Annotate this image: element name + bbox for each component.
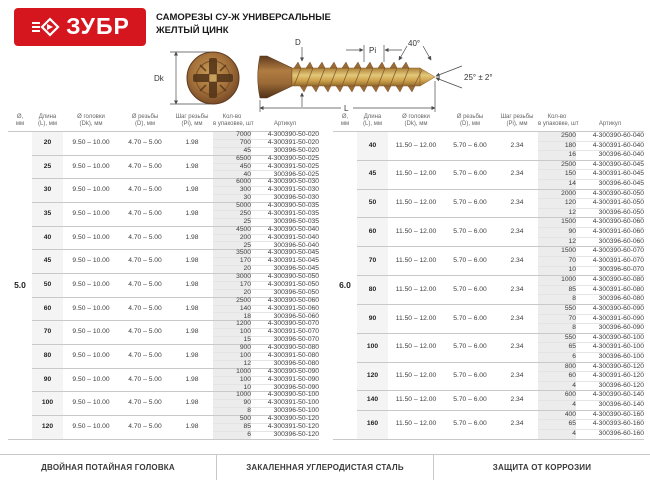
article-cell: 4-300391-50-080	[251, 352, 319, 360]
qty-cell: 70	[538, 314, 576, 324]
product-title-line2: ЖЕЛТЫЙ ЦИНК	[156, 25, 229, 36]
pitch-cell: 1.98	[171, 416, 213, 440]
size-table-6mm	[333, 112, 644, 440]
article-cell: 4-300390-60-040	[576, 132, 644, 142]
qty-cell: 6	[213, 431, 251, 439]
thread-diameter-cell: 5.70 – 6.00	[444, 410, 496, 439]
qty-cell: 1500	[538, 247, 576, 257]
article-cell: 4-300391-50-040	[251, 234, 319, 242]
article-cell: 4-300391-50-020	[251, 139, 319, 147]
logo-text: ЗУБР	[66, 12, 130, 39]
thread-diameter-cell: 4.70 – 5.00	[119, 132, 171, 156]
article-cell: 300396-50-090	[251, 384, 319, 392]
pitch-cell: 2.34	[496, 132, 538, 161]
table-row	[333, 160, 644, 170]
table-row	[333, 304, 644, 314]
qty-cell: 25	[213, 242, 251, 250]
thread-diameter-cell: 5.70 – 6.00	[444, 276, 496, 305]
article-cell: 300396-60-100	[576, 353, 644, 363]
length-cell: 60	[357, 218, 388, 247]
pitch-cell: 2.34	[496, 304, 538, 333]
article-cell: 4-300390-50-070	[251, 321, 319, 329]
qty-cell: 170	[213, 258, 251, 266]
tip-angle-label: 25° ± 2°	[464, 73, 493, 82]
head-diameter-cell: 9.50 – 10.00	[63, 203, 119, 227]
pi-dimension	[346, 45, 402, 62]
article-cell: 4-300390-50-040	[251, 226, 319, 234]
qty-cell: 90	[538, 228, 576, 238]
article-cell: 4-300390-50-060	[251, 297, 319, 305]
qty-cell: 300	[213, 187, 251, 195]
article-cell: 4-300391-60-050	[576, 199, 644, 209]
head-diameter-cell: 11.50 – 12.00	[388, 362, 444, 391]
article-cell: 4-300390-60-050	[576, 189, 644, 199]
l-label: L	[344, 104, 349, 113]
length-cell: 140	[357, 391, 388, 410]
pitch-cell: 1.98	[171, 155, 213, 179]
dk-label: Dk	[154, 74, 164, 83]
head-diameter-cell: 11.50 – 12.00	[388, 247, 444, 276]
length-cell: 45	[357, 160, 388, 189]
article-cell: 4-300391-50-090	[251, 376, 319, 384]
product-title-line1: САМОРЕЗЫ СУ-Ж УНИВЕРСАЛЬНЫЕ	[156, 12, 331, 23]
qty-cell: 8	[538, 324, 576, 334]
qty-cell: 10	[213, 384, 251, 392]
head-diameter-cell: 11.50 – 12.00	[388, 391, 444, 410]
qty-cell: 15	[213, 337, 251, 345]
article-cell: 4-300390-50-020	[251, 132, 319, 140]
table-row	[333, 410, 644, 420]
pitch-cell: 2.34	[496, 410, 538, 439]
length-cell: 50	[32, 274, 63, 298]
article-cell: 4-300391-60-070	[576, 256, 644, 266]
qty-cell: 2500	[538, 160, 576, 170]
length-cell: 30	[32, 179, 63, 203]
qty-cell: 12	[213, 360, 251, 368]
qty-cell: 2000	[538, 189, 576, 199]
article-cell: 300396-50-030	[251, 195, 319, 203]
qty-cell: 100	[213, 329, 251, 337]
column-header: Длина (L), мм	[32, 112, 63, 132]
table-row	[333, 218, 644, 228]
qty-cell: 18	[213, 313, 251, 321]
qty-cell: 12	[538, 237, 576, 247]
column-header: Артикул	[251, 112, 319, 132]
length-cell: 90	[32, 368, 63, 392]
table-row	[333, 333, 644, 343]
length-cell: 100	[32, 392, 63, 416]
qty-cell: 500	[213, 416, 251, 424]
table-row	[8, 368, 319, 376]
head-diameter-cell: 11.50 – 12.00	[388, 132, 444, 161]
qty-cell: 6	[538, 353, 576, 363]
article-cell: 300396-50-070	[251, 337, 319, 345]
length-cell: 45	[32, 250, 63, 274]
head-diameter-cell: 9.50 – 10.00	[63, 132, 119, 156]
article-cell: 4-300390-50-050	[251, 274, 319, 282]
article-cell: 300396-60-050	[576, 208, 644, 218]
qty-cell: 1000	[213, 368, 251, 376]
qty-cell: 7000	[213, 132, 251, 140]
table-row	[8, 155, 319, 163]
head-diameter-cell: 9.50 – 10.00	[63, 368, 119, 392]
article-cell: 4-300390-50-035	[251, 203, 319, 211]
article-cell: 4-300390-50-100	[251, 392, 319, 400]
thread-angle-dimension	[399, 39, 431, 60]
length-cell: 100	[357, 333, 388, 362]
qty-cell: 1000	[213, 392, 251, 400]
qty-cell: 400	[538, 410, 576, 420]
article-cell: 300396-50-080	[251, 360, 319, 368]
length-cell: 80	[357, 276, 388, 305]
article-cell: 4-300390-60-160	[576, 410, 644, 420]
article-cell: 300396-50-045	[251, 266, 319, 274]
length-cell: 40	[32, 226, 63, 250]
article-cell: 4-300391-50-120	[251, 423, 319, 431]
head-diameter-cell: 11.50 – 12.00	[388, 304, 444, 333]
article-cell: 4-300390-60-070	[576, 247, 644, 257]
article-cell: 4-300391-60-080	[576, 285, 644, 295]
qty-cell: 6500	[213, 155, 251, 163]
length-cell: 40	[357, 132, 388, 161]
article-cell: 300396-50-060	[251, 313, 319, 321]
qty-cell: 60	[538, 372, 576, 382]
article-cell: 300396-60-040	[576, 151, 644, 161]
article-cell: 4-300390-50-090	[251, 368, 319, 376]
article-cell: 4-300391-60-120	[576, 372, 644, 382]
pitch-cell: 2.34	[496, 247, 538, 276]
qty-cell: 120	[538, 199, 576, 209]
screw-technical-drawing	[150, 36, 510, 116]
article-cell: 300396-60-140	[576, 401, 644, 411]
qty-cell: 30	[213, 195, 251, 203]
column-header: Шаг резьбы (Pi), мм	[171, 112, 213, 132]
qty-cell: 20	[213, 266, 251, 274]
length-cell: 50	[357, 189, 388, 218]
qty-cell: 20	[213, 289, 251, 297]
pitch-cell: 2.34	[496, 276, 538, 305]
length-cell: 25	[32, 155, 63, 179]
qty-cell: 600	[538, 391, 576, 401]
qty-cell: 40	[213, 171, 251, 179]
qty-cell: 5000	[213, 203, 251, 211]
article-cell: 4-300391-50-060	[251, 305, 319, 313]
table-row	[333, 189, 644, 199]
table-row	[333, 391, 644, 401]
article-cell: 4-300390-50-030	[251, 179, 319, 187]
table-row	[333, 247, 644, 257]
article-cell: 4-300390-60-120	[576, 362, 644, 372]
qty-cell: 450	[213, 163, 251, 171]
article-cell: 4-300391-60-090	[576, 314, 644, 324]
feature-label-corrosion: ЗАЩИТА ОТ КОРРОЗИИ	[433, 455, 650, 480]
screw-side-view	[258, 56, 435, 98]
tip-angle-dimension	[436, 66, 493, 88]
article-cell: 4-300390-60-060	[576, 218, 644, 228]
spec-tables	[8, 112, 644, 440]
pitch-cell: 2.34	[496, 218, 538, 247]
pitch-cell: 2.34	[496, 362, 538, 391]
qty-cell: 16	[538, 151, 576, 161]
head-diameter-cell: 9.50 – 10.00	[63, 226, 119, 250]
qty-cell: 550	[538, 333, 576, 343]
article-cell: 4-300390-60-100	[576, 333, 644, 343]
head-diameter-cell: 9.50 – 10.00	[63, 321, 119, 345]
qty-cell: 14	[538, 180, 576, 190]
qty-cell: 65	[538, 343, 576, 353]
qty-cell: 25	[213, 218, 251, 226]
thread-diameter-cell: 5.70 – 6.00	[444, 333, 496, 362]
thread-diameter-cell: 4.70 – 5.00	[119, 155, 171, 179]
head-diameter-cell: 9.50 – 10.00	[63, 392, 119, 416]
article-cell: 4-300391-50-035	[251, 210, 319, 218]
article-cell: 4-300390-50-080	[251, 345, 319, 353]
qty-cell: 3500	[213, 250, 251, 258]
article-cell: 4-300391-50-070	[251, 329, 319, 337]
article-cell: 4-300391-60-045	[576, 170, 644, 180]
article-cell: 4-300391-50-030	[251, 187, 319, 195]
qty-cell: 2500	[538, 132, 576, 142]
thread-diameter-cell: 5.70 – 6.00	[444, 362, 496, 391]
size-table-5mm	[8, 112, 319, 440]
article-cell: 4-300390-60-090	[576, 304, 644, 314]
qty-cell: 6000	[213, 179, 251, 187]
qty-cell: 4	[538, 381, 576, 391]
column-header: Длина (L), мм	[357, 112, 388, 132]
pi-label: Pi	[369, 46, 377, 55]
table-row	[333, 132, 644, 142]
qty-cell: 65	[538, 420, 576, 430]
article-cell: 300396-60-045	[576, 180, 644, 190]
article-cell: 4-300391-50-025	[251, 163, 319, 171]
article-cell: 300396-60-080	[576, 295, 644, 305]
head-diameter-cell: 11.50 – 12.00	[388, 160, 444, 189]
pitch-cell: 2.34	[496, 160, 538, 189]
article-cell: 4-300390-60-080	[576, 276, 644, 286]
head-diameter-cell: 11.50 – 12.00	[388, 189, 444, 218]
table-row	[8, 226, 319, 234]
qty-cell: 8	[538, 295, 576, 305]
article-cell: 4-300391-60-040	[576, 141, 644, 151]
qty-cell: 800	[538, 362, 576, 372]
table-row	[333, 276, 644, 286]
pitch-cell: 1.98	[171, 297, 213, 321]
qty-cell: 900	[213, 345, 251, 353]
thread-diameter-cell: 5.70 – 6.00	[444, 189, 496, 218]
article-cell: 4-300391-60-100	[576, 343, 644, 353]
length-cell: 20	[32, 132, 63, 156]
head-diameter-cell: 11.50 – 12.00	[388, 333, 444, 362]
qty-cell: 85	[538, 285, 576, 295]
thread-diameter-cell: 4.70 – 5.00	[119, 226, 171, 250]
column-header: Ø головки (Dk), мм	[388, 112, 444, 132]
diameter-cell: 6.0	[333, 132, 357, 440]
article-cell: 4-300390-50-120	[251, 416, 319, 424]
column-header: Кол-во в упаковке, шт	[538, 112, 576, 132]
qty-cell: 4	[538, 401, 576, 411]
article-cell: 4-300390-60-045	[576, 160, 644, 170]
pitch-cell: 1.98	[171, 132, 213, 156]
article-cell: 300396-50-040	[251, 242, 319, 250]
qty-cell: 85	[213, 423, 251, 431]
column-header: Ø резьбы (D), мм	[119, 112, 171, 132]
table-row	[333, 362, 644, 372]
length-cell: 120	[357, 362, 388, 391]
head-diameter-cell: 11.50 – 12.00	[388, 410, 444, 439]
head-diameter-cell: 9.50 – 10.00	[63, 179, 119, 203]
head-diameter-cell: 9.50 – 10.00	[63, 416, 119, 440]
head-diameter-cell: 11.50 – 12.00	[388, 218, 444, 247]
article-cell: 4-300391-50-050	[251, 281, 319, 289]
qty-cell: 70	[538, 256, 576, 266]
article-cell: 4-300391-50-045	[251, 258, 319, 266]
qty-cell: 700	[213, 139, 251, 147]
article-cell: 300396-60-120	[576, 381, 644, 391]
thread-diameter-cell: 5.70 – 6.00	[444, 160, 496, 189]
qty-cell: 2500	[213, 297, 251, 305]
article-cell: 300396-50-050	[251, 289, 319, 297]
article-cell: 4-300390-60-140	[576, 391, 644, 401]
head-diameter-cell: 9.50 – 10.00	[63, 155, 119, 179]
head-diameter-cell: 9.50 – 10.00	[63, 274, 119, 298]
article-cell: 4-300391-60-060	[576, 228, 644, 238]
head-diameter-cell: 9.50 – 10.00	[63, 297, 119, 321]
qty-cell: 3000	[213, 274, 251, 282]
qty-cell: 1500	[538, 218, 576, 228]
article-cell: 300396-50-025	[251, 171, 319, 179]
column-header: Ø резьбы (D), мм	[444, 112, 496, 132]
thread-diameter-cell: 4.70 – 5.00	[119, 297, 171, 321]
article-cell: 4-300393-60-160	[576, 420, 644, 430]
length-cell: 80	[32, 345, 63, 369]
pitch-cell: 2.34	[496, 189, 538, 218]
thread-diameter-cell: 5.70 – 6.00	[444, 247, 496, 276]
pitch-cell: 2.34	[496, 333, 538, 362]
column-header: Кол-во в упаковке, шт	[213, 112, 251, 132]
qty-cell: 8	[213, 408, 251, 416]
features-bar	[0, 454, 650, 480]
screw-head-top-view	[187, 52, 239, 104]
pitch-cell: 1.98	[171, 321, 213, 345]
qty-cell: 200	[213, 234, 251, 242]
feature-label-head: ДВОЙНАЯ ПОТАЙНАЯ ГОЛОВКА	[41, 463, 175, 472]
qty-cell: 10	[538, 266, 576, 276]
thread-diameter-cell: 4.70 – 5.00	[119, 179, 171, 203]
column-header: Ø, мм	[8, 112, 32, 132]
qty-cell: 100	[213, 352, 251, 360]
zubr-logo-icon	[30, 15, 60, 39]
article-cell: 300396-50-035	[251, 218, 319, 226]
qty-cell: 1200	[213, 321, 251, 329]
brand-logo	[14, 8, 146, 46]
qty-cell: 45	[213, 147, 251, 155]
qty-cell: 4	[538, 429, 576, 439]
qty-cell: 250	[213, 210, 251, 218]
thread-diameter-cell: 4.70 – 5.00	[119, 250, 171, 274]
head-diameter-cell: 9.50 – 10.00	[63, 345, 119, 369]
pitch-cell: 1.98	[171, 345, 213, 369]
length-cell: 90	[357, 304, 388, 333]
thread-diameter-cell: 5.70 – 6.00	[444, 391, 496, 410]
qty-cell: 140	[213, 305, 251, 313]
qty-cell: 100	[213, 376, 251, 384]
qty-cell: 180	[538, 141, 576, 151]
head-diameter-cell: 9.50 – 10.00	[63, 250, 119, 274]
thread-diameter-cell: 4.70 – 5.00	[119, 321, 171, 345]
pitch-cell: 1.98	[171, 250, 213, 274]
pitch-cell: 1.98	[171, 392, 213, 416]
thread-diameter-cell: 4.70 – 5.00	[119, 368, 171, 392]
thread-diameter-cell: 5.70 – 6.00	[444, 304, 496, 333]
length-cell: 60	[32, 297, 63, 321]
qty-cell: 170	[213, 281, 251, 289]
feature-label-steel: ЗАКАЛЕННАЯ УГЛЕРОДИСТАЯ СТАЛЬ	[216, 455, 433, 480]
thread-diameter-cell: 4.70 – 5.00	[119, 416, 171, 440]
article-cell: 300396-60-060	[576, 237, 644, 247]
column-header: Ø, мм	[333, 112, 357, 132]
qty-cell: 12	[538, 208, 576, 218]
qty-cell: 550	[538, 304, 576, 314]
diameter-cell: 5.0	[8, 132, 32, 440]
article-cell: 4-300390-50-025	[251, 155, 319, 163]
thread-diameter-cell: 5.70 – 6.00	[444, 218, 496, 247]
qty-cell: 4500	[213, 226, 251, 234]
article-cell: 300396-50-100	[251, 408, 319, 416]
pitch-cell: 1.98	[171, 274, 213, 298]
pitch-cell: 1.98	[171, 203, 213, 227]
d-label: D	[295, 38, 301, 47]
thread-diameter-cell: 4.70 – 5.00	[119, 203, 171, 227]
thread-angle-label: 40°	[408, 39, 421, 48]
pitch-cell: 1.98	[171, 179, 213, 203]
article-cell: 300396-60-160	[576, 429, 644, 439]
length-cell: 35	[32, 203, 63, 227]
length-cell: 120	[32, 416, 63, 440]
qty-cell: 1000	[538, 276, 576, 286]
qty-cell: 90	[213, 400, 251, 408]
article-cell: 300396-60-070	[576, 266, 644, 276]
pitch-cell: 2.34	[496, 391, 538, 410]
column-header: Шаг резьбы (Pi), мм	[496, 112, 538, 132]
article-cell: 300396-60-090	[576, 324, 644, 334]
length-cell: 70	[32, 321, 63, 345]
table-row	[8, 297, 319, 305]
length-cell: 160	[357, 410, 388, 439]
head-diameter-cell: 11.50 – 12.00	[388, 276, 444, 305]
pitch-cell: 1.98	[171, 226, 213, 250]
article-cell: 300396-50-120	[251, 431, 319, 439]
article-cell: 4-300391-50-100	[251, 400, 319, 408]
thread-diameter-cell: 5.70 – 6.00	[444, 132, 496, 161]
column-header: Артикул	[576, 112, 644, 132]
thread-diameter-cell: 4.70 – 5.00	[119, 392, 171, 416]
article-cell: 300396-50-020	[251, 147, 319, 155]
pitch-cell: 1.98	[171, 368, 213, 392]
article-cell: 4-300390-50-045	[251, 250, 319, 258]
product-title	[156, 11, 331, 37]
length-cell: 70	[357, 247, 388, 276]
qty-cell: 150	[538, 170, 576, 180]
thread-diameter-cell: 4.70 – 5.00	[119, 345, 171, 369]
column-header: Ø головки (Dk), мм	[63, 112, 119, 132]
thread-diameter-cell: 4.70 – 5.00	[119, 274, 171, 298]
